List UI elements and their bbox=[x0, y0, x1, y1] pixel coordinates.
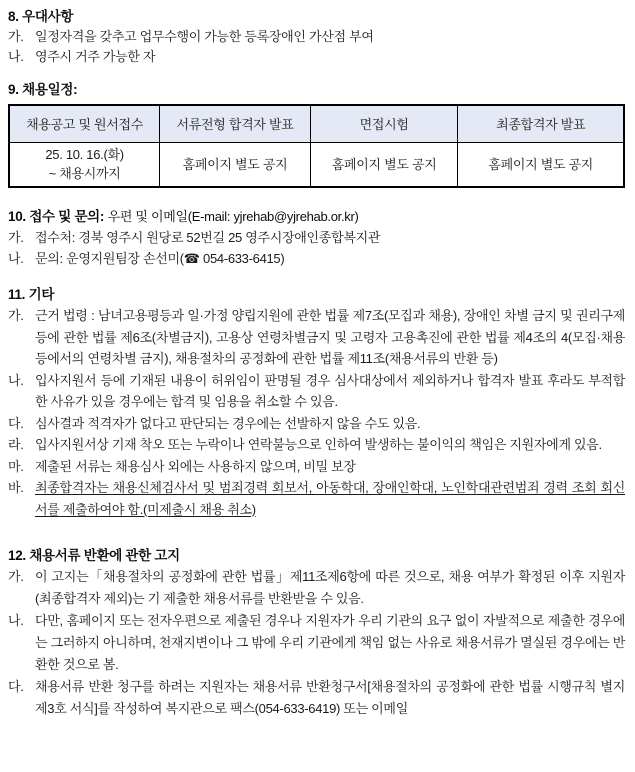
item-text-no-selection: 심사결과 적격자가 없다고 판단되는 경우에는 선발하지 않을 수도 있음. bbox=[35, 415, 421, 431]
list-item bbox=[8, 456, 625, 478]
list-item bbox=[8, 370, 625, 413]
item-label: 나. bbox=[8, 49, 24, 64]
section-9-heading: 9. 채용일정: bbox=[8, 82, 78, 97]
schedule-table-header-row bbox=[9, 105, 624, 142]
table-header-application-period: 채용공고 및 원서접수 bbox=[9, 105, 160, 142]
item-label: 나. bbox=[8, 613, 24, 628]
item-text-return-exceptions: 다만, 홈페이지 또는 전자우편으로 제출된 경우나 지원자가 우리 기관의 요구 없이 자발적으로 제출한 경우에는 그러하지 아니하며, 천재지변이나 그 밖에 우리 기관에게 책임 없는 사유로 채용서류가 멸실된 경우에는 반환한 것으로 봄. bbox=[35, 613, 625, 672]
list-item bbox=[8, 676, 625, 720]
item-label: 가. bbox=[8, 569, 24, 584]
table-cell-application-period bbox=[9, 142, 160, 187]
item-label: 마. bbox=[8, 458, 24, 474]
list-item bbox=[8, 248, 625, 269]
section-document-return-notice bbox=[8, 546, 625, 720]
section-10-contact-method: 우편 및 이메일(E-mail: yjrehab@yjrehab.or.kr) bbox=[107, 209, 359, 224]
item-label: 다. bbox=[8, 679, 24, 694]
section-12-heading: 12. 채용서류 반환에 관한 고지 bbox=[8, 548, 180, 563]
section-10-heading bbox=[8, 206, 625, 227]
item-label: 바. bbox=[8, 480, 24, 495]
list-item bbox=[8, 227, 625, 248]
application-period-until: ~ 채용시까지 bbox=[48, 166, 121, 182]
item-text: 영주시 거주 가능한 자 bbox=[35, 49, 156, 64]
table-header-final-result: 최종합격자 발표 bbox=[458, 105, 624, 142]
list-item bbox=[8, 47, 625, 67]
section-schedule bbox=[8, 80, 625, 188]
section-11-heading: 11. 기타 bbox=[8, 287, 55, 302]
list-item bbox=[8, 413, 625, 435]
item-text-applicant-responsibility: 입사지원서상 기재 착오 또는 누락이나 연락불능으로 인하여 발생하는 불이익의 책임은 지원자에게 있음. bbox=[35, 437, 602, 452]
item-label: 가. bbox=[8, 308, 24, 323]
application-period-date: 25. 10. 16.(화) bbox=[45, 147, 124, 163]
table-header-document-screening: 서류전형 합격자 발표 bbox=[160, 105, 311, 142]
list-item bbox=[8, 566, 625, 610]
item-text-return-procedure: 채용서류 반환 청구를 하려는 지원자는 채용서류 반환청구서[채용절차의 공정화에 관한 법률 시행규칙 별지 제3호 서식]를 작성하여 복지관으로 팩스(054-633-6419) 또는 이메일 bbox=[35, 679, 625, 716]
list-item bbox=[8, 27, 625, 47]
section-preferences bbox=[8, 7, 625, 67]
item-text-false-info: 입사지원서 등에 기재된 내용이 허위임이 판명될 경우 심사대상에서 제외하거나 합격자 발표 후라도 부적합한 사유가 있을 경우에는 합격 및 임용을 취소할 수 있음. bbox=[35, 372, 625, 409]
section-miscellaneous bbox=[8, 285, 625, 520]
list-item bbox=[8, 477, 625, 520]
schedule-table-data-row bbox=[9, 142, 624, 187]
section-contact bbox=[8, 206, 625, 269]
list-item bbox=[8, 610, 625, 676]
item-text-phone: 문의: 운영지원팀장 손선미(☎ 054-633-6415) bbox=[35, 251, 285, 266]
item-label: 라. bbox=[8, 437, 24, 452]
table-header-interview: 면접시험 bbox=[310, 105, 458, 142]
item-text-return-right: 이 고지는「채용절차의 공정화에 관한 법률」제11조제6항에 따른 것으로, 채용 여부가 확정된 이후 지원자(최종합격자 제외)는 기 제출한 채용서류를 반환받을 수 있음. bbox=[35, 569, 625, 606]
schedule-table bbox=[8, 104, 625, 188]
section-10-title: 10. 접수 및 문의: bbox=[8, 209, 105, 224]
section-8-heading: 8. 우대사항 bbox=[8, 9, 74, 24]
item-label: 나. bbox=[8, 251, 24, 266]
item-text-legal-basis: 근거 법령 : 남녀고용평등과 일·가정 양립지원에 관한 법률 제7조(모집과 채용), 장애인 차별 금지 및 권리구제 등에 관한 법률 제6조(차별금지), 고용상 연령차별금지 및 고령자 고용촉진에 관한 법률 제4조의 4(모집·채용 등에서의 연령차별 금지), 채용절차의 공정화에 관한 법률 제11조(채용서류의 반환 등) bbox=[35, 308, 625, 366]
list-item bbox=[8, 305, 625, 370]
item-text: 일정자격을 갖추고 업무수행이 가능한 등록장애인 가산점 부여 bbox=[35, 29, 374, 44]
item-text-address: 접수처: 경북 영주시 원당로 52번길 25 영주시장애인종합복지관 bbox=[35, 230, 381, 245]
item-label: 다. bbox=[8, 415, 24, 431]
table-cell-document-result: 홈페이지 별도 공지 bbox=[160, 142, 311, 187]
item-text-final-documents-required: 최종합격자는 채용신체검사서 및 범죄경력 회보서, 아동학대, 장애인학대, 노인학대관련범죄 경력 조회 회신서를 제출하여야 함.(미제출시 채용 취소) bbox=[35, 480, 625, 517]
item-label: 가. bbox=[8, 29, 24, 44]
item-label: 나. bbox=[8, 372, 24, 388]
item-text-confidentiality: 제출된 서류는 채용심사 외에는 사용하지 않으며, 비밀 보장 bbox=[35, 458, 356, 474]
item-label: 가. bbox=[8, 230, 24, 245]
table-cell-interview: 홈페이지 별도 공지 bbox=[310, 142, 458, 187]
list-item bbox=[8, 434, 625, 456]
table-cell-final-result: 홈페이지 별도 공지 bbox=[458, 142, 624, 187]
